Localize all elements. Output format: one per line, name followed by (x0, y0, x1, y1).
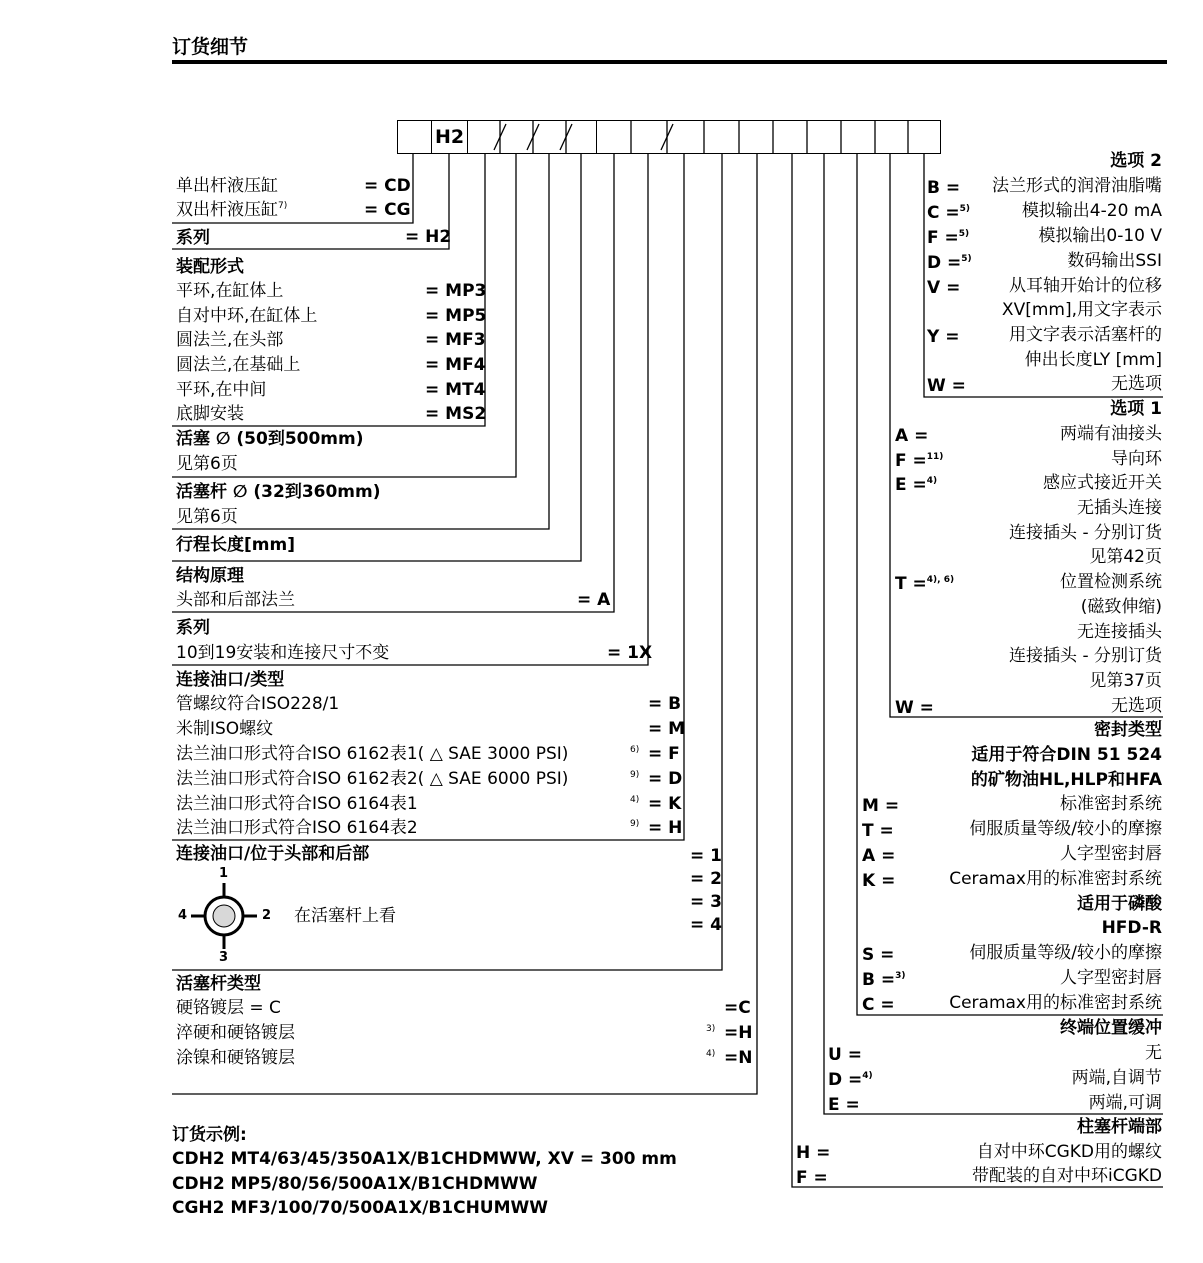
cushion-text: 两端,自调节 (1071, 1068, 1162, 1088)
cushion-text: 两端,可调 (1088, 1093, 1162, 1113)
option1-text: 连接插头 - 分别订货 (1009, 523, 1162, 543)
port-pos-view-note: 在活塞杆上看 (294, 906, 396, 926)
port-type-label: 法兰油口形式符合ISO 6162表1( △ SAE 3000 PSI) (176, 744, 569, 764)
cushion-heading: 终端位置缓冲 (1060, 1018, 1162, 1038)
example-line: CDH2 MT4/63/45/350A1X/B1CHDMWW, XV = 300 mm (172, 1149, 677, 1169)
series-code: = H2 (405, 227, 452, 247)
seal-code: S = (862, 945, 895, 965)
option1-heading: 选项 1 (1110, 399, 1162, 419)
port-type-code: = D (648, 769, 683, 789)
rod-type-label: 涂镍和硬铬镀层 (176, 1048, 295, 1068)
port-type-footnote: 9) (630, 770, 640, 780)
rod-type-code: =C (724, 998, 751, 1018)
mount-code: = MP3 (425, 281, 487, 301)
option2-text: XV[mm],用文字表示 (1001, 300, 1162, 320)
seal-code: C = (862, 995, 895, 1015)
port-type-code: = M (648, 719, 686, 739)
port-type-label: 管螺纹符合ISO228/1 (176, 694, 340, 714)
rod-end-text: 自对中环CGKD用的螺纹 (976, 1142, 1162, 1162)
design-heading: 结构原理 (176, 566, 244, 586)
series2-label: 10到19安装和连接尺寸不变 (176, 643, 390, 663)
option1-text: (磁致伸缩) (1080, 597, 1162, 617)
cushion-code: E = (828, 1095, 860, 1115)
port-pos-heading: 连接油口/位于头部和后部 (176, 844, 370, 864)
port-type-label: 法兰油口形式符合ISO 6164表1 (176, 794, 418, 814)
port-pos-code: = 4 (690, 915, 722, 935)
mount-code: = MF4 (425, 355, 486, 375)
design-label: 头部和后部法兰 (176, 590, 295, 610)
option1-text: 见第37页 (1089, 671, 1162, 691)
port-type-footnote: 9) (630, 819, 640, 829)
cushion-text: 无 (1145, 1043, 1162, 1063)
port-pos-code: = 1 (690, 846, 722, 866)
design-code: = A (577, 590, 611, 610)
mount-label: 底脚安装 (176, 404, 244, 424)
port-type-code: = F (648, 744, 680, 764)
option2-text: 数码输出SSI (1067, 251, 1162, 271)
seal-text: 伺服质量等级/较小的摩擦 (969, 943, 1162, 963)
mount-code: = MT4 (425, 380, 486, 400)
option1-text: 无选项 (1111, 696, 1162, 716)
port-pos-code: = 2 (690, 869, 722, 889)
mount-label: 圆法兰,在基础上 (176, 355, 301, 375)
cushion-code: D =$^{4)}$ (828, 1070, 873, 1090)
mount-label: 自对中环,在缸体上 (176, 306, 318, 326)
rod-type-heading: 活塞杆类型 (176, 974, 261, 994)
cyl-single-code: = CD (364, 176, 411, 196)
port-pos-code: = 3 (690, 892, 722, 912)
mount-label: 圆法兰,在头部 (176, 330, 284, 350)
option2-text: 模拟输出0-10 V (1038, 226, 1162, 246)
stroke-label: 行程长度[mm] (176, 535, 295, 555)
rod-end-heading: 柱塞杆端部 (1077, 1117, 1162, 1137)
rod-end-code: H = (796, 1143, 831, 1163)
seal-code: M = (862, 796, 900, 816)
mount-code: = MF3 (425, 330, 486, 350)
option2-heading: 选项 2 (1110, 151, 1162, 171)
seal-heading: 密封类型 (1094, 720, 1162, 740)
series-label: 系列 (176, 228, 210, 248)
option2-code: V = (927, 278, 961, 298)
port-type-code: = H (648, 818, 683, 838)
cyl-single-label: 单出杆液压缸 (176, 176, 278, 196)
port-type-code: = B (648, 694, 682, 714)
example-heading: 订货示例: (172, 1125, 247, 1145)
rod-type-label: 淬硬和硬铬镀层 (176, 1023, 295, 1043)
code-box-series: H2 (431, 120, 468, 154)
seal-subheading: HFD-R (1101, 918, 1162, 938)
port-type-label: 法兰油口形式符合ISO 6162表2( △ SAE 6000 PSI) (176, 769, 569, 789)
port-pos-number: 3 (219, 950, 229, 965)
port-type-label: 法兰油口形式符合ISO 6164表2 (176, 818, 418, 838)
seal-text: 人字型密封唇 (1060, 844, 1162, 864)
seal-text: Ceramax用的标准密封系统 (949, 993, 1162, 1013)
port-type-code: = K (648, 794, 682, 814)
mount-label: 平环,在缸体上 (176, 281, 284, 301)
option2-code: Y = (927, 327, 960, 347)
option1-code: W = (895, 698, 934, 718)
seal-text: 伺服质量等级/较小的摩擦 (969, 819, 1162, 839)
piston-note: 见第6页 (176, 454, 238, 474)
piston-diameter-label: 活塞 ∅ (50到500mm) (176, 429, 364, 449)
option2-code: W = (927, 376, 966, 396)
option1-text: 两端有油接头 (1060, 424, 1162, 444)
rod-note: 见第6页 (176, 507, 238, 527)
option1-text: 无插头连接 (1077, 498, 1162, 518)
option2-code: B = (927, 178, 961, 198)
cyl-double-label: 双出杆液压缸$^{7)}$ (176, 200, 288, 220)
option1-text: 感应式接近开关 (1043, 473, 1162, 493)
seal-text: 人字型密封唇 (1060, 968, 1162, 988)
seal-subheading: 适用于磷酸 (1077, 894, 1162, 914)
port-pos-number: 4 (178, 908, 188, 923)
option1-code: F =$^{11)}$ (895, 451, 944, 471)
mount-code: = MS2 (425, 404, 487, 424)
seal-text: 标准密封系统 (1060, 794, 1162, 814)
port-pos-number: 1 (219, 866, 229, 881)
option2-text: 无选项 (1111, 374, 1162, 394)
cushion-code: U = (828, 1045, 862, 1065)
rod-type-label: 硬铬镀层 = C (176, 998, 281, 1018)
cyl-double-code: = CG (364, 200, 411, 220)
page-title: 订货细节 (172, 36, 249, 58)
mount-label: 平环,在中间 (176, 380, 267, 400)
rod-type-code: =H (724, 1023, 753, 1043)
option2-text: 用文字表示活塞杆的 (1009, 325, 1162, 345)
port-pos-number: 2 (262, 908, 272, 923)
seal-subheading: 的矿物油HL,HLP和HFA (970, 770, 1162, 790)
seal-code: T = (862, 821, 894, 841)
seal-code: B =$^{3)}$ (862, 970, 906, 990)
series2-heading: 系列 (176, 618, 210, 638)
option2-code: F =$^{5)}$ (927, 228, 970, 248)
port-type-heading: 连接油口/类型 (176, 670, 285, 690)
option2-code: C =$^{5)}$ (927, 203, 971, 223)
mount-heading: 装配形式 (176, 257, 244, 277)
port-type-label: 米制ISO螺纹 (176, 719, 274, 739)
rod-diameter-label: 活塞杆 ∅ (32到360mm) (176, 482, 381, 502)
mount-code: = MP5 (425, 306, 487, 326)
option1-code: A = (895, 426, 929, 446)
option2-text: 伸出长度LY [mm] (1024, 350, 1162, 370)
seal-code: K = (862, 871, 896, 891)
port-type-footnote: 4) (630, 795, 640, 805)
rod-end-code: F = (796, 1168, 828, 1188)
rod-type-code: =N (724, 1048, 753, 1068)
option2-code: D =$^{5)}$ (927, 253, 972, 273)
port-type-footnote: 6) (630, 745, 640, 755)
example-line: CDH2 MP5/80/56/500A1X/B1CHDMWW (172, 1174, 538, 1194)
rod-type-footnote: 3) (706, 1024, 716, 1034)
series2-code: = 1X (607, 643, 653, 663)
option2-text: 法兰形式的润滑油脂嘴 (992, 176, 1162, 196)
option1-code: E =$^{4)}$ (895, 475, 938, 495)
option1-text: 导向环 (1111, 449, 1162, 469)
option1-code: T =$^{4), 6)}$ (895, 574, 955, 594)
option1-text: 见第42页 (1089, 547, 1162, 567)
option2-text: 从耳轴开始计的位移 (1009, 276, 1162, 296)
example-line: CGH2 MF3/100/70/500A1X/B1CHUMWW (172, 1198, 549, 1218)
option2-text: 模拟输出4-20 mA (1021, 201, 1162, 221)
seal-subheading: 适用于符合DIN 51 524 (971, 745, 1162, 765)
option1-text: 连接插头 - 分别订货 (1009, 646, 1162, 666)
rod-end-text: 带配装的自对中环iCGKD (971, 1166, 1162, 1186)
seal-text: Ceramax用的标准密封系统 (949, 869, 1162, 889)
option1-text: 无连接插头 (1077, 622, 1162, 642)
seal-code: A = (862, 846, 896, 866)
rod-type-footnote: 4) (706, 1049, 716, 1059)
option1-text: 位置检测系统 (1060, 572, 1162, 592)
